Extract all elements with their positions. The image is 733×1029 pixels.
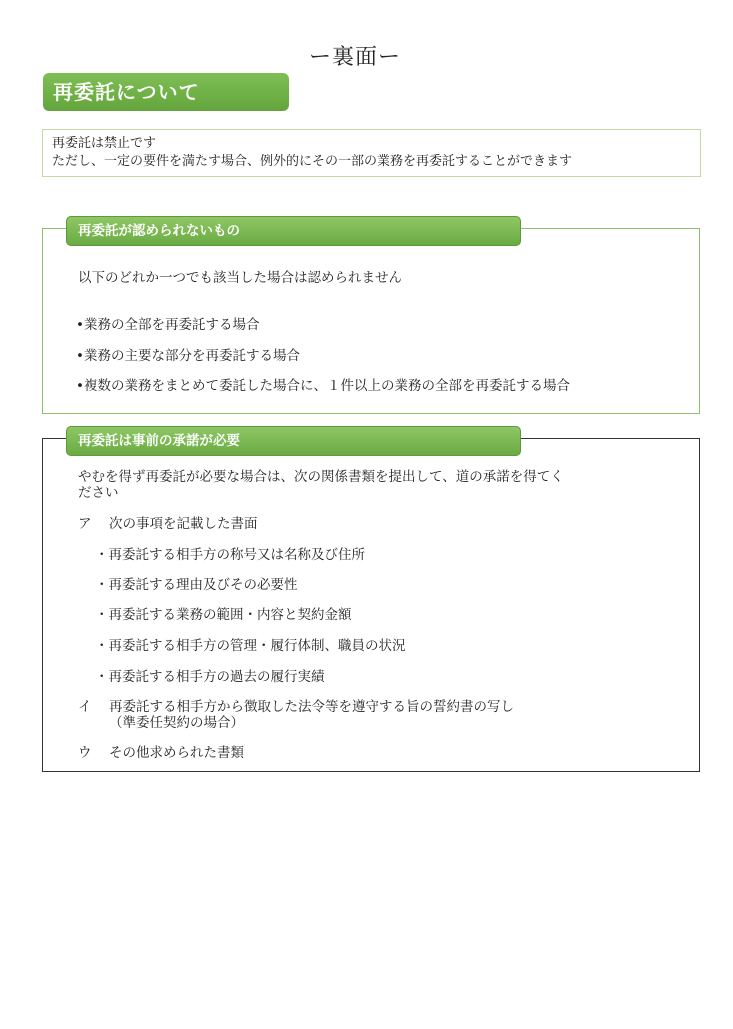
not-allowed-panel <box>42 223 700 414</box>
not-allowed-item: •複数の業務をまとめて委託した場合に、１件以上の業務の全部を再委託する場合 <box>76 378 570 394</box>
item-u-text: その他求められた書類 <box>109 745 244 761</box>
prior-approval-panel <box>42 433 700 772</box>
item-i-text-line-2: （準委任契約の場合） <box>109 715 244 731</box>
item-a-subitem: ・再委託する理由及びその必要性 <box>95 577 298 593</box>
prior-approval-tab: 再委託は事前の承諾が必要 <box>66 426 521 456</box>
item-i-label: イ <box>78 699 92 715</box>
item-a-subitem: ・再委託する相手方の過去の履行実績 <box>95 669 325 685</box>
section-header: 再委託について <box>43 73 289 111</box>
page-title: ー裏面ー <box>308 45 401 70</box>
prior-approval-lead-line-2: ださい <box>78 485 119 501</box>
not-allowed-lead: 以下のどれか一つでも該当した場合は認められません <box>78 270 402 286</box>
item-a-subitem: ・再委託する相手方の管理・履行体制、職員の状況 <box>95 638 406 654</box>
intro-line-1: 再委託は禁止です <box>52 136 157 151</box>
prior-approval-lead-line-1: やむを得ず再委託が必要な場合は、次の関係書類を提出して、道の承諾を得てく <box>78 469 564 485</box>
not-allowed-item: •業務の全部を再委託する場合 <box>76 317 260 333</box>
item-u-label: ウ <box>78 745 92 761</box>
item-a-text: 次の事項を記載した書面 <box>109 516 258 532</box>
intro-line-2: ただし、一定の要件を満たす場合、例外的にその一部の業務を再委託することができます <box>52 154 573 169</box>
not-allowed-item: •業務の主要な部分を再委託する場合 <box>76 348 300 364</box>
intro-box <box>42 129 701 177</box>
item-a-subitem: ・再委託する業務の範囲・内容と契約金額 <box>95 607 352 623</box>
item-a-label: ア <box>78 516 92 532</box>
item-a-subitem: ・再委託する相手方の称号又は名称及び住所 <box>95 547 365 563</box>
item-i-text-line-1: 再委託する相手方から徴取した法令等を遵守する旨の誓約書の写し <box>109 699 514 715</box>
not-allowed-tab: 再委託が認められないもの <box>66 216 521 246</box>
